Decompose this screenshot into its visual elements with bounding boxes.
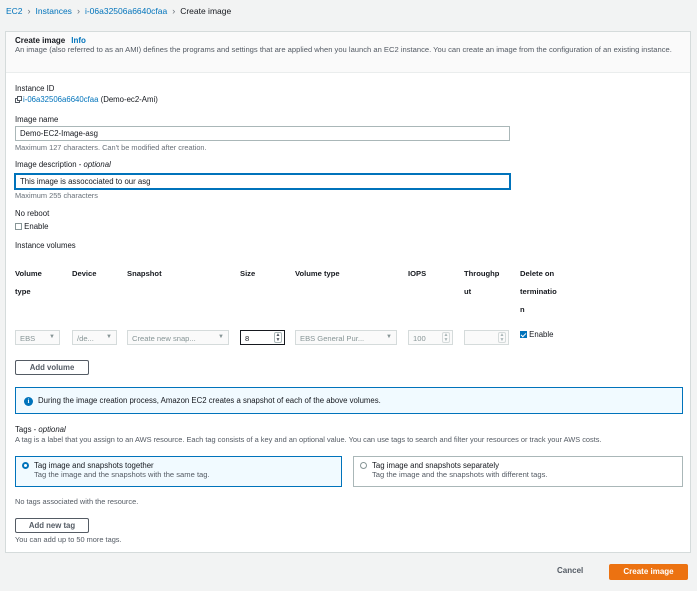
tag-together-option[interactable] xyxy=(15,456,342,487)
instance-id-value xyxy=(15,95,158,104)
create-image-button[interactable]: Create image xyxy=(609,564,688,580)
caret-down-icon: ▼ xyxy=(218,334,224,340)
col-volume-type-line2: type xyxy=(15,287,31,296)
image-name-label: Image name xyxy=(15,115,59,124)
page-description: An image (also referred to as an AMI) defines the programs and settings that are applied when you launch an EC2 instance. You can create an image from the configuration of an existing instance. xyxy=(15,45,672,54)
tags-title-text: Tags xyxy=(15,425,32,434)
caret-down-icon: ▼ xyxy=(49,334,55,340)
no-tags-text: No tags associated with the resource. xyxy=(15,497,139,506)
instance-id-label: Instance ID xyxy=(15,84,55,93)
no-reboot-label: No reboot xyxy=(15,209,50,218)
size-input[interactable] xyxy=(240,330,285,345)
stepper-icon[interactable]: ▲ ▼ xyxy=(275,332,281,343)
tag-separately-desc: Tag the image and the snapshots with different tags. xyxy=(372,470,548,479)
breadcrumb-ec2[interactable]: EC2 xyxy=(6,6,23,16)
col-device: Device xyxy=(72,269,97,278)
snapshot-select xyxy=(127,330,229,345)
delete-on-termination-option[interactable] xyxy=(520,330,553,339)
optional-marker: optional xyxy=(83,160,111,169)
image-description-hint: Maximum 255 characters xyxy=(15,191,98,200)
tag-together-radio[interactable] xyxy=(22,462,29,469)
add-new-tag-button[interactable]: Add new tag xyxy=(15,518,89,533)
optional-marker: optional xyxy=(38,425,66,434)
col-ebs-volume-type: Volume type xyxy=(295,269,340,278)
chevron-right-icon: › xyxy=(172,6,176,16)
col-size: Size xyxy=(240,269,256,278)
col-delete-on-termination xyxy=(520,265,557,319)
chevron-right-icon: › xyxy=(76,6,80,16)
delete-on-termination-label: Enable xyxy=(529,330,554,339)
breadcrumb-instance-id[interactable]: i-06a32506a6640cfaa xyxy=(84,6,168,16)
volume-type-value: EBS xyxy=(20,334,36,343)
no-reboot-option[interactable] xyxy=(15,222,48,231)
copy-icon[interactable] xyxy=(15,96,22,103)
image-description-label-text: Image description xyxy=(15,160,77,169)
page-title xyxy=(15,36,86,45)
tag-separately-title: Tag image and snapshots separately xyxy=(372,461,499,470)
volume-type-select xyxy=(15,330,60,345)
image-description-input[interactable]: This image is assocociated to our asg xyxy=(15,174,510,189)
image-name-hint: Maximum 127 characters. Can't be modified after creation. xyxy=(15,143,207,152)
breadcrumb xyxy=(6,5,231,17)
volume-info-alert xyxy=(15,387,683,414)
info-icon: i xyxy=(24,397,33,406)
no-reboot-option-label: Enable xyxy=(24,222,49,231)
volume-info-text: During the image creation process, Amazon EC2 creates a snapshot of each of the above volumes. xyxy=(38,396,381,405)
col-iops: IOPS xyxy=(408,269,427,278)
tags-limit-text: You can add up to 50 more tags. xyxy=(15,535,122,544)
col-snapshot: Snapshot xyxy=(127,269,162,278)
instance-volumes-title: Instance volumes xyxy=(15,241,76,250)
create-image-panel xyxy=(5,31,691,553)
iops-value: 100 xyxy=(413,334,426,343)
panel-header xyxy=(6,32,690,73)
caret-down-icon: ▼ xyxy=(106,334,112,340)
cancel-button[interactable]: Cancel xyxy=(557,566,584,575)
tags-title: Tags - optional xyxy=(15,425,66,434)
chevron-right-icon: › xyxy=(27,6,31,16)
throughput-input xyxy=(464,330,509,345)
delete-on-termination-checkbox[interactable] xyxy=(520,331,527,338)
col-throughput xyxy=(464,265,499,301)
ebs-volume-type-value: EBS General Pur... xyxy=(300,334,365,343)
breadcrumb-instances[interactable]: Instances xyxy=(35,6,72,16)
add-volume-button[interactable]: Add volume xyxy=(15,360,89,375)
col-throughput-line1: Throughp xyxy=(464,269,500,278)
tag-separately-radio[interactable] xyxy=(360,462,367,469)
iops-input xyxy=(408,330,453,345)
col-volume-type-line1: Volume xyxy=(15,269,42,278)
snapshot-value: Create new snap... xyxy=(132,334,196,343)
col-delete-line1: Delete on xyxy=(520,269,555,278)
tag-separately-option[interactable] xyxy=(353,456,683,487)
breadcrumb-current: Create image xyxy=(180,6,232,16)
image-name-input[interactable]: Demo-EC2-Image-asg xyxy=(15,126,510,141)
col-throughput-line2: ut xyxy=(464,287,472,296)
device-select xyxy=(72,330,117,345)
image-description-label: Image description - optional xyxy=(15,160,111,169)
no-reboot-checkbox[interactable] xyxy=(15,223,22,230)
tags-description: A tag is a label that you assign to an AWS resource. Each tag consists of a key and an optional value. You can use tags to search and filter your resources or track your AWS costs. xyxy=(15,435,602,444)
caret-down-icon: ▼ xyxy=(386,334,392,340)
device-value: /de... xyxy=(77,334,94,343)
col-delete-line2: terminatio xyxy=(520,287,557,296)
col-delete-line3: n xyxy=(520,305,525,314)
stepper-icon: ▲ ▼ xyxy=(443,332,449,343)
stepper-icon: ▲ ▼ xyxy=(499,332,505,343)
info-link[interactable]: Info xyxy=(71,36,86,45)
size-value: 8 xyxy=(245,334,250,343)
col-volume-type xyxy=(15,265,42,301)
ebs-volume-type-select xyxy=(295,330,397,345)
instance-id-link[interactable]: i-06a32506a6640cfaa xyxy=(23,95,99,104)
page-title-text: Create image xyxy=(15,36,66,45)
tag-together-desc: Tag the image and the snapshots with the same tag. xyxy=(34,470,210,479)
tag-together-title: Tag image and snapshots together xyxy=(34,461,154,470)
instance-name: (Demo-ec2-Ami) xyxy=(100,95,158,104)
